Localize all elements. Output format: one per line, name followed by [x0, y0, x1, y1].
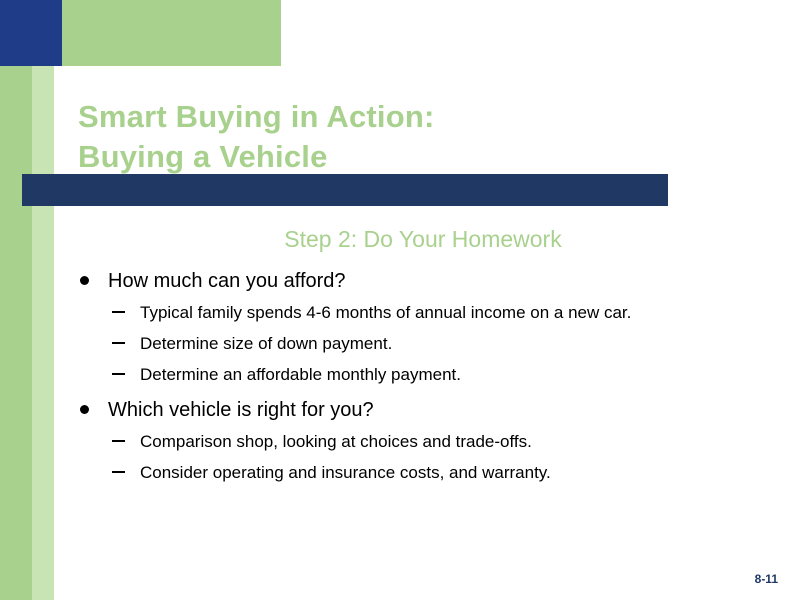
step-heading: Step 2: Do Your Homework — [284, 226, 562, 252]
bullet-text: Which vehicle is right for you? — [108, 399, 374, 421]
sub-bullet-text: Comparison shop, looking at choices and trade-offs. — [140, 432, 532, 451]
bullet-dash-icon — [112, 440, 125, 442]
slide-title-line-2: Buying a Vehicle — [78, 138, 328, 174]
slide-title-line-1: Smart Buying in Action: — [78, 98, 435, 134]
list-item — [78, 267, 738, 386]
list-item — [108, 430, 738, 453]
sub-bullet-text: Consider operating and insurance costs, and warranty. — [140, 463, 551, 482]
sub-bullet-text: Determine size of down payment. — [140, 334, 393, 353]
bullet-dash-icon — [112, 471, 125, 473]
sub-bullet-text: Typical family spends 4-6 months of annual income on a new car. — [140, 303, 632, 322]
bullet-dash-icon — [112, 342, 125, 344]
slide-title — [78, 97, 738, 177]
list-item — [108, 301, 738, 324]
bullet-dot-icon — [80, 405, 89, 414]
bullet-dash-icon — [112, 311, 125, 313]
decor-blue-square — [0, 0, 62, 66]
list-item — [108, 332, 738, 355]
bullet-dash-icon — [112, 373, 125, 375]
decor-navy-divider-bar — [22, 174, 668, 206]
list-item — [108, 363, 738, 386]
bullet-dot-icon — [80, 276, 89, 285]
list-item — [108, 461, 738, 484]
sub-bullet-list — [108, 430, 738, 484]
list-item — [78, 396, 738, 484]
page-number: 8-11 — [754, 572, 778, 586]
decor-light-green-left-band — [32, 66, 54, 600]
bullet-text: How much can you afford? — [108, 270, 346, 292]
sub-bullet-text: Determine an affordable monthly payment. — [140, 365, 461, 384]
bullet-list — [78, 267, 738, 484]
sub-bullet-list — [108, 301, 738, 386]
slide-content — [78, 226, 738, 494]
decor-green-left-band — [0, 66, 32, 600]
